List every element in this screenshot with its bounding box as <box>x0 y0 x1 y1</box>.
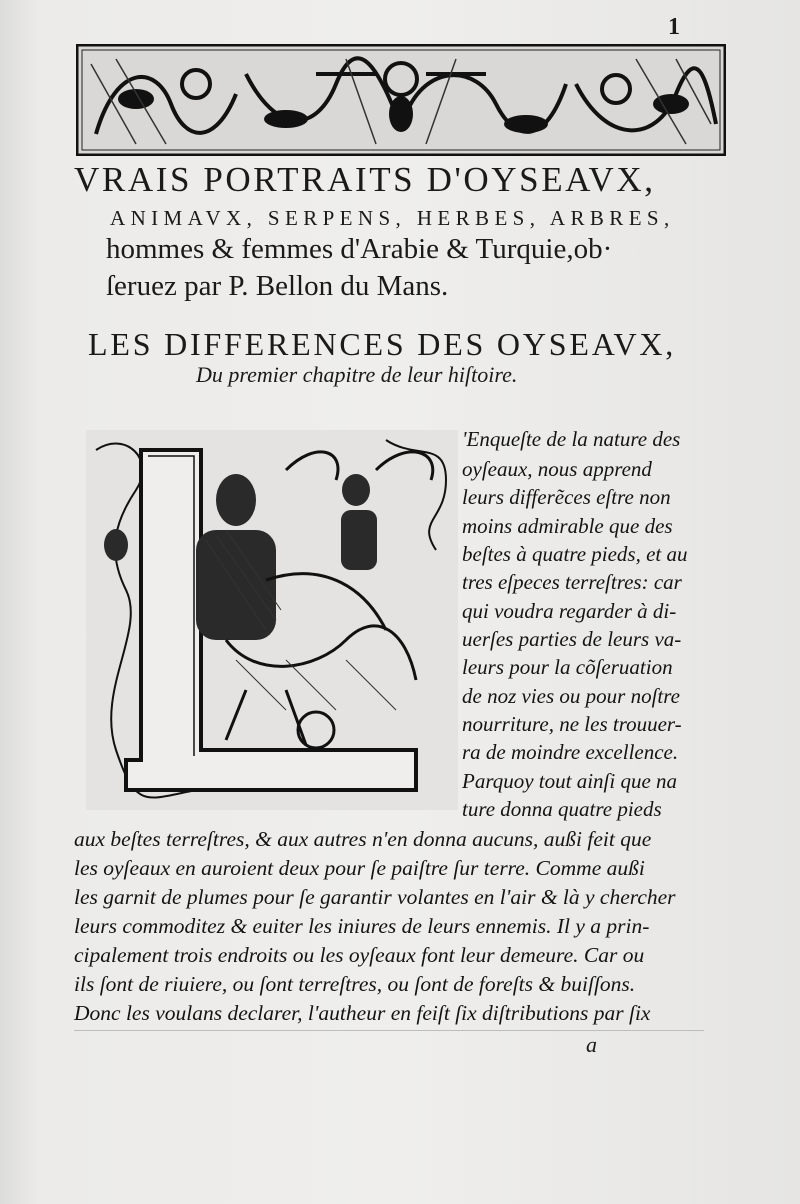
text-line: uerſes parties de leurs va- <box>462 627 682 651</box>
title-line-3: hommes & femmes d'Arabie & Turquie,ob· <box>106 233 613 265</box>
text-line: beſtes à quatre pieds, et au <box>462 542 688 566</box>
text-line: moins admirable que des <box>462 514 673 538</box>
text-line: ra de moindre excellence. <box>462 740 679 764</box>
title-line-1: VRAIS PORTRAITS D'OYSEAVX, <box>74 160 656 199</box>
decorated-initial-l <box>86 430 458 810</box>
text-line: qui voudra regarder à di- <box>462 599 677 623</box>
text-line: Donc les voulans declarer, l'autheur en feiſt ſix diſtributions par ſix <box>74 1001 651 1025</box>
text-line: Parquoy tout ainſi que na <box>462 769 678 793</box>
text-line: 'Enqueſte de la nature des <box>462 427 681 451</box>
text-line: oyſeaux, nous apprend <box>462 457 652 481</box>
text-line: les oyſeaux en auroient deux pour ſe paiſtre ſur terre. Comme außi <box>74 856 645 880</box>
text-line: cipalement trois endroits ou les oyſeaux font leur demeure. Car ou <box>74 943 645 967</box>
text-line: leurs commoditez & euiter les iniures de leurs ennemis. Il y a prin- <box>74 914 650 938</box>
page-number: 1 <box>668 14 680 40</box>
text-line: nourriture, ne les trouuer- <box>462 712 682 736</box>
text-line: leurs differẽces eſtre non <box>462 485 671 509</box>
chapter-subheading: Du premier chapitre de leur hiſtoire. <box>196 362 518 387</box>
title-line-4: ſeruez par P. Bellon du Mans. <box>106 270 449 302</box>
text-line: de noz vies ou pour noſtre <box>462 684 680 708</box>
text-line: leurs pour la cõſeruation <box>462 655 673 679</box>
bleed-through-rule <box>74 1030 704 1031</box>
ornamental-headpiece <box>76 44 726 156</box>
text-line: tres eſpeces terreſtres: car <box>462 570 682 594</box>
signature-mark: a <box>586 1032 597 1057</box>
text-line: aux beſtes terreſtres, & aux autres n'en donna aucuns, außi feit que <box>74 827 652 851</box>
chapter-heading: LES DIFFERENCES DES OYSEAVX, <box>88 326 677 362</box>
title-line-2: ANIMAVX, SERPENS, HERBES, ARBRES, <box>110 206 675 230</box>
text-line: ture donna quatre pieds <box>462 797 662 821</box>
text-line: ils ſont de riuiere, ou ſont terreſtres, ou ſont de foreſts & buiſſons. <box>74 972 636 996</box>
text-line: les garnit de plumes pour ſe garantir volantes en l'air & là y chercher <box>74 885 676 909</box>
